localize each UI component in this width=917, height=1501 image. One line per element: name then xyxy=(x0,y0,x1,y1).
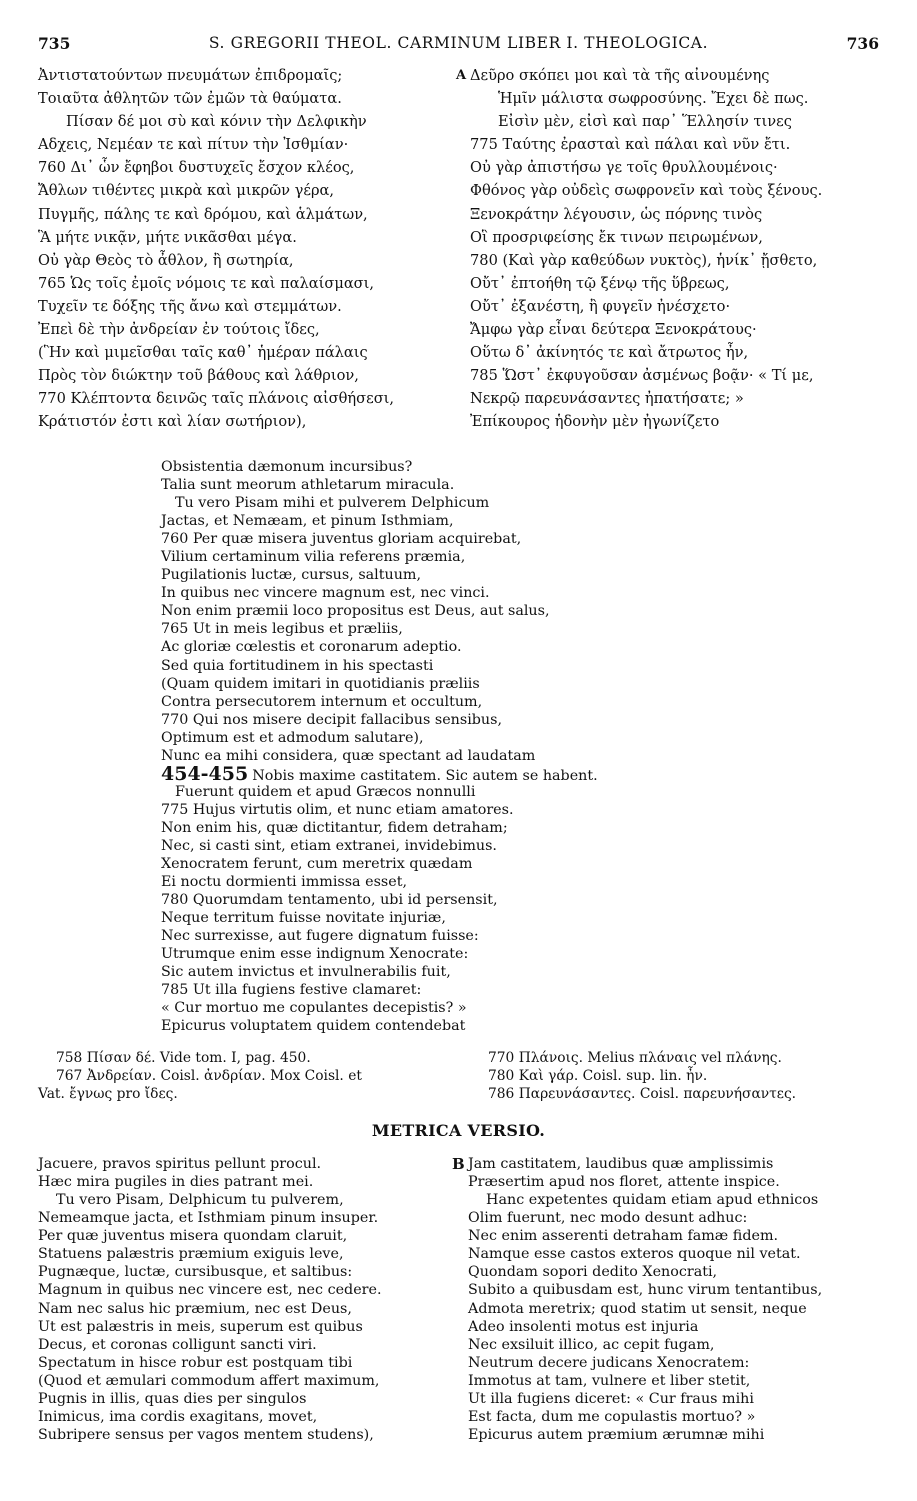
latin-line-text: Ei noctu dormienti immissa esset, xyxy=(161,874,408,891)
verse-line xyxy=(38,1191,458,1209)
verse-line xyxy=(38,1155,458,1173)
footnotes-column-right xyxy=(488,1049,888,1103)
greek-line-text: Οὔτ᾽ ἐπτοήθη τῷ ξένῳ τῆς ὕβρεως, xyxy=(470,274,730,292)
section-heading-metrica: METRICA VERSIO. xyxy=(371,1121,546,1140)
greek-line xyxy=(470,341,880,364)
greek-line xyxy=(38,341,448,364)
latin-line xyxy=(161,530,761,548)
greek-line xyxy=(470,87,880,110)
footnote-line xyxy=(488,1085,888,1103)
verse-line-text: Namque esse castos exteros quoque nil vetat. xyxy=(468,1246,801,1263)
greek-line xyxy=(38,318,448,341)
greek-line xyxy=(470,295,880,318)
greek-line xyxy=(38,272,448,295)
margin-letter: A xyxy=(456,68,467,83)
verse-line xyxy=(38,1281,458,1299)
latin-line-text: Nec surrexisse, aut fugere dignatum fuisse: xyxy=(161,928,479,945)
greek-line-text: Οὐ γὰρ ἀπιστήσω γε τοῖς θρυλλουμένοις· xyxy=(470,159,778,177)
verse-line-text: Subito a quibusdam est, hunc virum tentantibus, xyxy=(468,1282,823,1299)
greek-line xyxy=(456,64,880,87)
greek-line xyxy=(38,410,448,433)
verse-line xyxy=(38,1263,458,1281)
latin-line xyxy=(161,891,761,909)
latin-line-text: 760 Per quæ misera juventus gloriam acquirebat, xyxy=(161,531,522,548)
latin-line xyxy=(161,855,761,873)
latin-line-text: Sed quia fortitudinem in his spectasti xyxy=(161,657,434,674)
greek-line-text: Ἃ μήτε νικᾷν, μήτε νικᾶσθαι μέγα. xyxy=(38,228,297,246)
latin-line-text: Contra persecutorem internum et occultum, xyxy=(161,693,483,710)
latin-line-text: 765 Ut in meis legibus et præliis, xyxy=(161,621,403,638)
latin-line-text: Epicurus voluptatem quidem contendebat xyxy=(161,1018,466,1035)
verse-line xyxy=(38,1390,458,1408)
greek-line-text: Τυχεῖν τε δόξης τῆς ἄνω καὶ στεμμάτων. xyxy=(38,297,342,315)
verse-line xyxy=(468,1209,888,1227)
verse-line-text: Olim fuerunt, nec modo desunt adhuc: xyxy=(468,1210,748,1227)
greek-line-text: Ἐπίκουρος ἡδονὴν μὲν ἠγωνίζετο xyxy=(470,413,720,431)
greek-column-left xyxy=(38,64,448,434)
verse-line xyxy=(452,1155,888,1173)
latin-line xyxy=(161,819,761,837)
latin-line xyxy=(161,837,761,855)
latin-line-text: Ac gloriæ cœlestis et coronarum adeptio. xyxy=(161,639,462,656)
greek-line xyxy=(470,272,880,295)
verse-line-text: Pugnis in illis, quas dies per singulos xyxy=(38,1390,307,1407)
verse-line-text: Magnum in quibus nec vincere est, nec cedere. xyxy=(38,1282,382,1299)
page-number-right: 736 xyxy=(846,34,879,53)
verse-line-text: Nec enim asserenti detraham famæ fidem. xyxy=(468,1228,779,1245)
verse-column-right xyxy=(452,1155,888,1444)
latin-line xyxy=(161,762,761,785)
greek-line-text: 780 (Καὶ γὰρ καθεύδων νυκτὸς), ἡνίκ᾽ ᾔσθετο, xyxy=(470,251,818,269)
latin-line xyxy=(161,675,761,693)
latin-line xyxy=(161,729,761,747)
greek-line-text: Πρὸς τὸν διώκτην τοῦ βάθους καὶ λάθριον, xyxy=(38,367,359,385)
latin-line xyxy=(161,693,761,711)
verse-line xyxy=(468,1336,888,1354)
greek-line-text: 775 Ταύτης ἐρασταὶ καὶ πάλαι καὶ νῦν ἔτι. xyxy=(470,136,791,154)
greek-line-text: 760 Δι᾽ ὧν ἔφηβοι δυστυχεῖς ἔσχον κλέος, xyxy=(38,159,355,177)
greek-line xyxy=(38,249,448,272)
greek-column-right xyxy=(456,64,880,434)
verse-line xyxy=(38,1300,458,1318)
verse-line xyxy=(468,1372,888,1390)
verse-line-text: Hanc expetentes quidam etiam apud ethnicos xyxy=(486,1192,819,1209)
greek-line xyxy=(38,87,448,110)
greek-line xyxy=(38,203,448,226)
greek-line-text: Οὔτ᾽ ἐξανέστη, ἢ φυγεῖν ἠνέσχετο· xyxy=(470,297,731,315)
latin-line-text: Xenocratem ferunt, cum meretrix quædam xyxy=(161,856,473,873)
greek-line-text: Ξενοκράτην λέγουσιν, ὡς πόρνης τινὸς xyxy=(470,205,763,223)
greek-line xyxy=(470,203,880,226)
page-number-left: 735 xyxy=(38,34,71,53)
greek-line xyxy=(38,156,448,179)
greek-line xyxy=(38,226,448,249)
verse-line xyxy=(468,1318,888,1336)
verse-line xyxy=(468,1191,888,1209)
latin-line-text: Non enim præmii loco propositus est Deus, aut salus, xyxy=(161,603,550,620)
latin-line-text: 780 Quorumdam tentamento, ubi id persensit, xyxy=(161,892,498,909)
verse-line-text: Epicurus autem præmium ærumnæ mihi xyxy=(468,1426,765,1443)
greek-line-text: Ἡμῖν μάλιστα σωφροσύνης. Ἔχει δὲ πως. xyxy=(498,90,809,108)
verse-line-text: Nemeamque jacta, et Isthmiam pinum insuper. xyxy=(38,1210,379,1227)
verse-line-text: Est facta, dum me copulastis mortuo? » xyxy=(468,1408,756,1425)
greek-line-text: (Ἣν καὶ μιμεῖσθαι ταῖς καθ᾽ ἡμέραν πάλαις xyxy=(38,344,368,362)
verse-line-text: Adeo insolenti motus est injuria xyxy=(468,1318,699,1335)
verse-line xyxy=(468,1173,888,1191)
latin-line xyxy=(161,963,761,981)
verse-line xyxy=(468,1263,888,1281)
verse-line-text: Decus, et coronas colligunt sancti viri. xyxy=(38,1336,317,1353)
verse-line xyxy=(38,1227,458,1245)
greek-line xyxy=(470,179,880,202)
greek-line xyxy=(470,387,880,410)
verse-line xyxy=(38,1354,458,1372)
verse-line-text: Neutrum decere judicans Xenocratem: xyxy=(468,1354,750,1371)
greek-line xyxy=(38,364,448,387)
verse-line xyxy=(38,1245,458,1263)
greek-line-text: Ἄθλων τιθέντες μικρὰ καὶ μικρῶν γέρα, xyxy=(38,182,335,200)
verse-line xyxy=(468,1227,888,1245)
latin-line xyxy=(161,747,761,765)
latin-line xyxy=(161,512,761,530)
greek-line-text: Πίσαν δέ μοι σὺ καὶ κόνιν τὴν Δελφικὴν xyxy=(66,113,367,131)
greek-line xyxy=(470,318,880,341)
latin-line xyxy=(161,458,761,476)
footnote-line-text: Vat. ἔγνως pro ἴδες. xyxy=(38,1086,178,1102)
latin-line-text: 770 Qui nos misere decipit fallacibus sensibus, xyxy=(161,711,503,728)
latin-line-text: Nec, si casti sint, etiam extranei, invidebimus. xyxy=(161,837,497,854)
verse-line-text: Quondam sopori dedito Xenocrati, xyxy=(468,1264,718,1281)
verse-line-text: Præsertim apud nos floret, attente inspice. xyxy=(468,1174,780,1191)
latin-line xyxy=(161,927,761,945)
latin-line xyxy=(161,783,761,801)
verse-line xyxy=(38,1372,458,1390)
running-header xyxy=(38,34,879,56)
footnote-line xyxy=(38,1085,468,1103)
latin-line xyxy=(161,909,761,927)
greek-line xyxy=(38,133,448,156)
greek-line xyxy=(38,179,448,202)
latin-line xyxy=(161,638,761,656)
verse-line xyxy=(468,1408,888,1426)
greek-line xyxy=(38,64,448,87)
latin-line xyxy=(161,494,761,512)
footnote-line xyxy=(488,1049,888,1067)
latin-line-text: Jactas, et Nemæam, et pinum Isthmiam, xyxy=(161,513,454,530)
verse-line-text: Hæc mira pugiles in dies patrant mei. xyxy=(38,1174,314,1191)
greek-line-text: Ἄμφω γὰρ εἶναι δεύτερα Ξενοκράτους· xyxy=(470,321,757,339)
verse-line xyxy=(468,1281,888,1299)
verse-line xyxy=(468,1426,888,1444)
latin-line-text: Pugilationis luctæ, cursus, saltuum, xyxy=(161,567,422,584)
verse-line-text: Jacuere, pravos spiritus pellunt procul. xyxy=(38,1156,322,1172)
greek-line-text: Ἐπεὶ δὲ τὴν ἀνδρείαν ἐν τούτοις ἴδες, xyxy=(38,321,320,339)
latin-line-text: Talia sunt meorum athletarum miracula. xyxy=(161,477,455,494)
verse-line-text: Subripere sensus per vagos mentem studens), xyxy=(38,1426,374,1443)
greek-line xyxy=(470,110,880,133)
footnote-line-text: 767 Ἀνδρείαν. Coisl. ἀνδρίαν. Mox Coisl. et xyxy=(56,1068,362,1084)
footnotes-column-left xyxy=(38,1049,468,1103)
latin-line-text: Non enim his, quæ dictitantur, fidem detraham; xyxy=(161,819,508,836)
greek-line-text: Εἰσὶν μὲν, εἰσὶ καὶ παρ᾽ Ἕλλησίν τινες xyxy=(498,113,792,131)
latin-line-text: Tu vero Pisam mihi et pulverem Delphicum xyxy=(175,495,490,512)
greek-line-text: 770 Κλέπτοντα δεινῶς ταῖς πλάνοις αἰσθήσεσι, xyxy=(38,390,395,408)
verse-line-text: Immotus at tam, vulnere et liber stetit, xyxy=(468,1372,751,1389)
verse-line-text: Inimicus, ima cordis exagitans, movet, xyxy=(38,1408,318,1425)
latin-line-text: Nunc ea mihi considera, quæ spectant ad laudatam xyxy=(161,747,536,764)
verse-line-text: Ut est palæstris in meis, superum est quibus xyxy=(38,1318,363,1335)
greek-line-text: 765 Ὡς τοῖς ἐμοῖς νόμοις τε καὶ παλαίσμασι, xyxy=(38,274,375,292)
verse-line-text: Tu vero Pisam, Delphicum tu pulverem, xyxy=(56,1192,344,1209)
latin-line-text: Fuerunt quidem et apud Græcos nonnulli xyxy=(175,783,476,800)
footnote-line-text: 780 Καὶ γάρ. Coisl. sup. lin. ἦν. xyxy=(488,1068,708,1084)
latin-line xyxy=(161,711,761,729)
latin-line xyxy=(161,873,761,891)
latin-line-text: 785 Ut illa fugiens festive clamaret: xyxy=(161,982,422,999)
latin-literal-translation xyxy=(161,458,761,1036)
verse-line-text: Statuens palæstris præmium exiguis leve, xyxy=(38,1246,344,1263)
greek-line-text: Τοιαῦτα ἀθλητῶν τῶν ἐμῶν τὰ θαύματα. xyxy=(38,90,342,108)
greek-line-text: Φθόνος γὰρ οὐδεὶς σωφρονεῖν καὶ τοὺς ξένους. xyxy=(470,182,823,200)
greek-line-text: Οὕτω δ᾽ ἀκίνητός τε καὶ ἄτρωτος ἦν, xyxy=(470,344,749,362)
latin-line xyxy=(161,602,761,620)
verse-line xyxy=(38,1336,458,1354)
verse-line xyxy=(38,1426,458,1444)
running-title: S. GREGORII THEOL. CARMINUM LIBER I. THEOLOGICA. xyxy=(208,34,709,52)
verse-line xyxy=(38,1209,458,1227)
greek-line xyxy=(470,410,880,433)
latin-line-text: « Cur mortuo me copulantes decepistis? » xyxy=(161,1000,467,1017)
latin-line-text: 775 Hujus virtutis olim, et nunc etiam amatores. xyxy=(161,801,514,818)
greek-line xyxy=(470,249,880,272)
verse-line-text: Per quæ juventus misera quondam claruit, xyxy=(38,1228,348,1245)
footnote-line-text: 786 Παρευνάσαντες. Coisl. παρευνήσαντες. xyxy=(488,1086,797,1102)
latin-line-text: Obsistentia dæmonum incursibus? xyxy=(161,459,413,475)
latin-line xyxy=(161,801,761,819)
latin-line xyxy=(161,981,761,999)
verse-line-text: Ut illa fugiens diceret: « Cur fraus mihi xyxy=(468,1390,754,1407)
greek-line xyxy=(38,387,448,410)
verse-line xyxy=(38,1318,458,1336)
greek-line-text: Δεῦρο σκόπει μοι καὶ τὰ τῆς αἰνουμένης xyxy=(470,67,770,84)
latin-line xyxy=(161,548,761,566)
verse-line-text: Pugnæque, luctæ, cursibusque, et saltibus: xyxy=(38,1264,353,1281)
verse-line xyxy=(468,1300,888,1318)
latin-line xyxy=(161,945,761,963)
footnotes xyxy=(38,1049,883,1113)
verse-line xyxy=(468,1390,888,1408)
greek-line-text: Αδχεις, Νεμέαν τε καὶ πίτυν τὴν Ἰσθμίαν· xyxy=(38,136,349,154)
greek-line xyxy=(470,226,880,249)
greek-line-text: Κράτιστόν ἐστι καὶ λίαν σωτήριον), xyxy=(38,413,307,431)
greek-text xyxy=(38,64,883,444)
column-marker: 454-455 xyxy=(161,762,249,785)
latin-line xyxy=(161,620,761,638)
greek-line xyxy=(38,295,448,318)
latin-line-text: Optimum est et admodum salutare), xyxy=(161,729,424,746)
greek-line-text: Πυγμῆς, πάλης τε καὶ δρόμου, καὶ ἁλμάτων, xyxy=(38,205,368,223)
verse-column-left xyxy=(38,1155,458,1444)
greek-line xyxy=(470,133,880,156)
greek-line-text: Οἳ προσριφείσης ἔκ τινων πειρωμένων, xyxy=(470,228,763,246)
latin-line-text: Nobis maxime castitatem. Sic autem se habent. xyxy=(252,767,598,784)
latin-line xyxy=(161,1017,761,1035)
footnote-line-text: 770 Πλάνοις. Melius πλάναις vel πλάνης. xyxy=(488,1050,782,1066)
greek-line xyxy=(38,110,448,133)
greek-line xyxy=(470,364,880,387)
greek-line-text: Νεκρῷ παρευνάσαντες ἠπατήσατε; » xyxy=(470,390,744,408)
margin-letter: B xyxy=(452,1155,465,1173)
footnote-line-text: 758 Πίσαν δέ. Vide tom. I, pag. 450. xyxy=(56,1050,311,1066)
latin-line-text: In quibus nec vincere magnum est, nec vinci. xyxy=(161,585,490,602)
greek-line-text: 785 Ὥστ᾽ ἐκφυγοῦσαν ἀσμένως βοᾷν· « Τί με, xyxy=(470,367,814,385)
verse-line xyxy=(468,1245,888,1263)
latin-line xyxy=(161,566,761,584)
greek-line-text: Ἀντιστατούντων πνευμάτων ἐπιδρομαῖς; xyxy=(38,67,343,84)
latin-line-text: Sic autem invictus et invulnerabilis fuit, xyxy=(161,964,451,981)
latin-line xyxy=(161,999,761,1017)
verse-line-text: Admota meretrix; quod statim ut sensit, neque xyxy=(468,1300,807,1317)
greek-line xyxy=(470,156,880,179)
verse-line-text: Spectatum in hisce robur est postquam tibi xyxy=(38,1354,353,1371)
verse-line xyxy=(38,1408,458,1426)
footnote-line xyxy=(38,1067,468,1085)
verse-line-text: Nec exsiluit illico, ac cepit fugam, xyxy=(468,1336,715,1353)
latin-line-text: Neque territum fuisse novitate injuriæ, xyxy=(161,910,446,927)
latin-line xyxy=(161,476,761,494)
verse-line-text: (Quod et æmulari commodum affert maximum, xyxy=(38,1372,380,1389)
verse-line xyxy=(468,1354,888,1372)
verse-line-text: Nam nec salus hic præmium, nec est Deus, xyxy=(38,1300,352,1317)
latin-line xyxy=(161,584,761,602)
latin-line-text: Utrumque enim esse indignum Xenocrate: xyxy=(161,946,469,963)
verse-line-text: Jam castitatem, laudibus quæ amplissimis xyxy=(468,1156,774,1172)
latin-line xyxy=(161,657,761,675)
latin-line-text: (Quam quidem imitari in quotidianis præliis xyxy=(161,675,480,692)
footnote-line xyxy=(38,1049,468,1067)
greek-line-text: Οὐ γὰρ Θεὸς τὸ ἆθλον, ἢ σωτηρία, xyxy=(38,251,294,269)
footnote-line xyxy=(488,1067,888,1085)
latin-line-text: Vilium certaminum vilia referens præmia, xyxy=(161,549,466,566)
verse-line xyxy=(38,1173,458,1191)
